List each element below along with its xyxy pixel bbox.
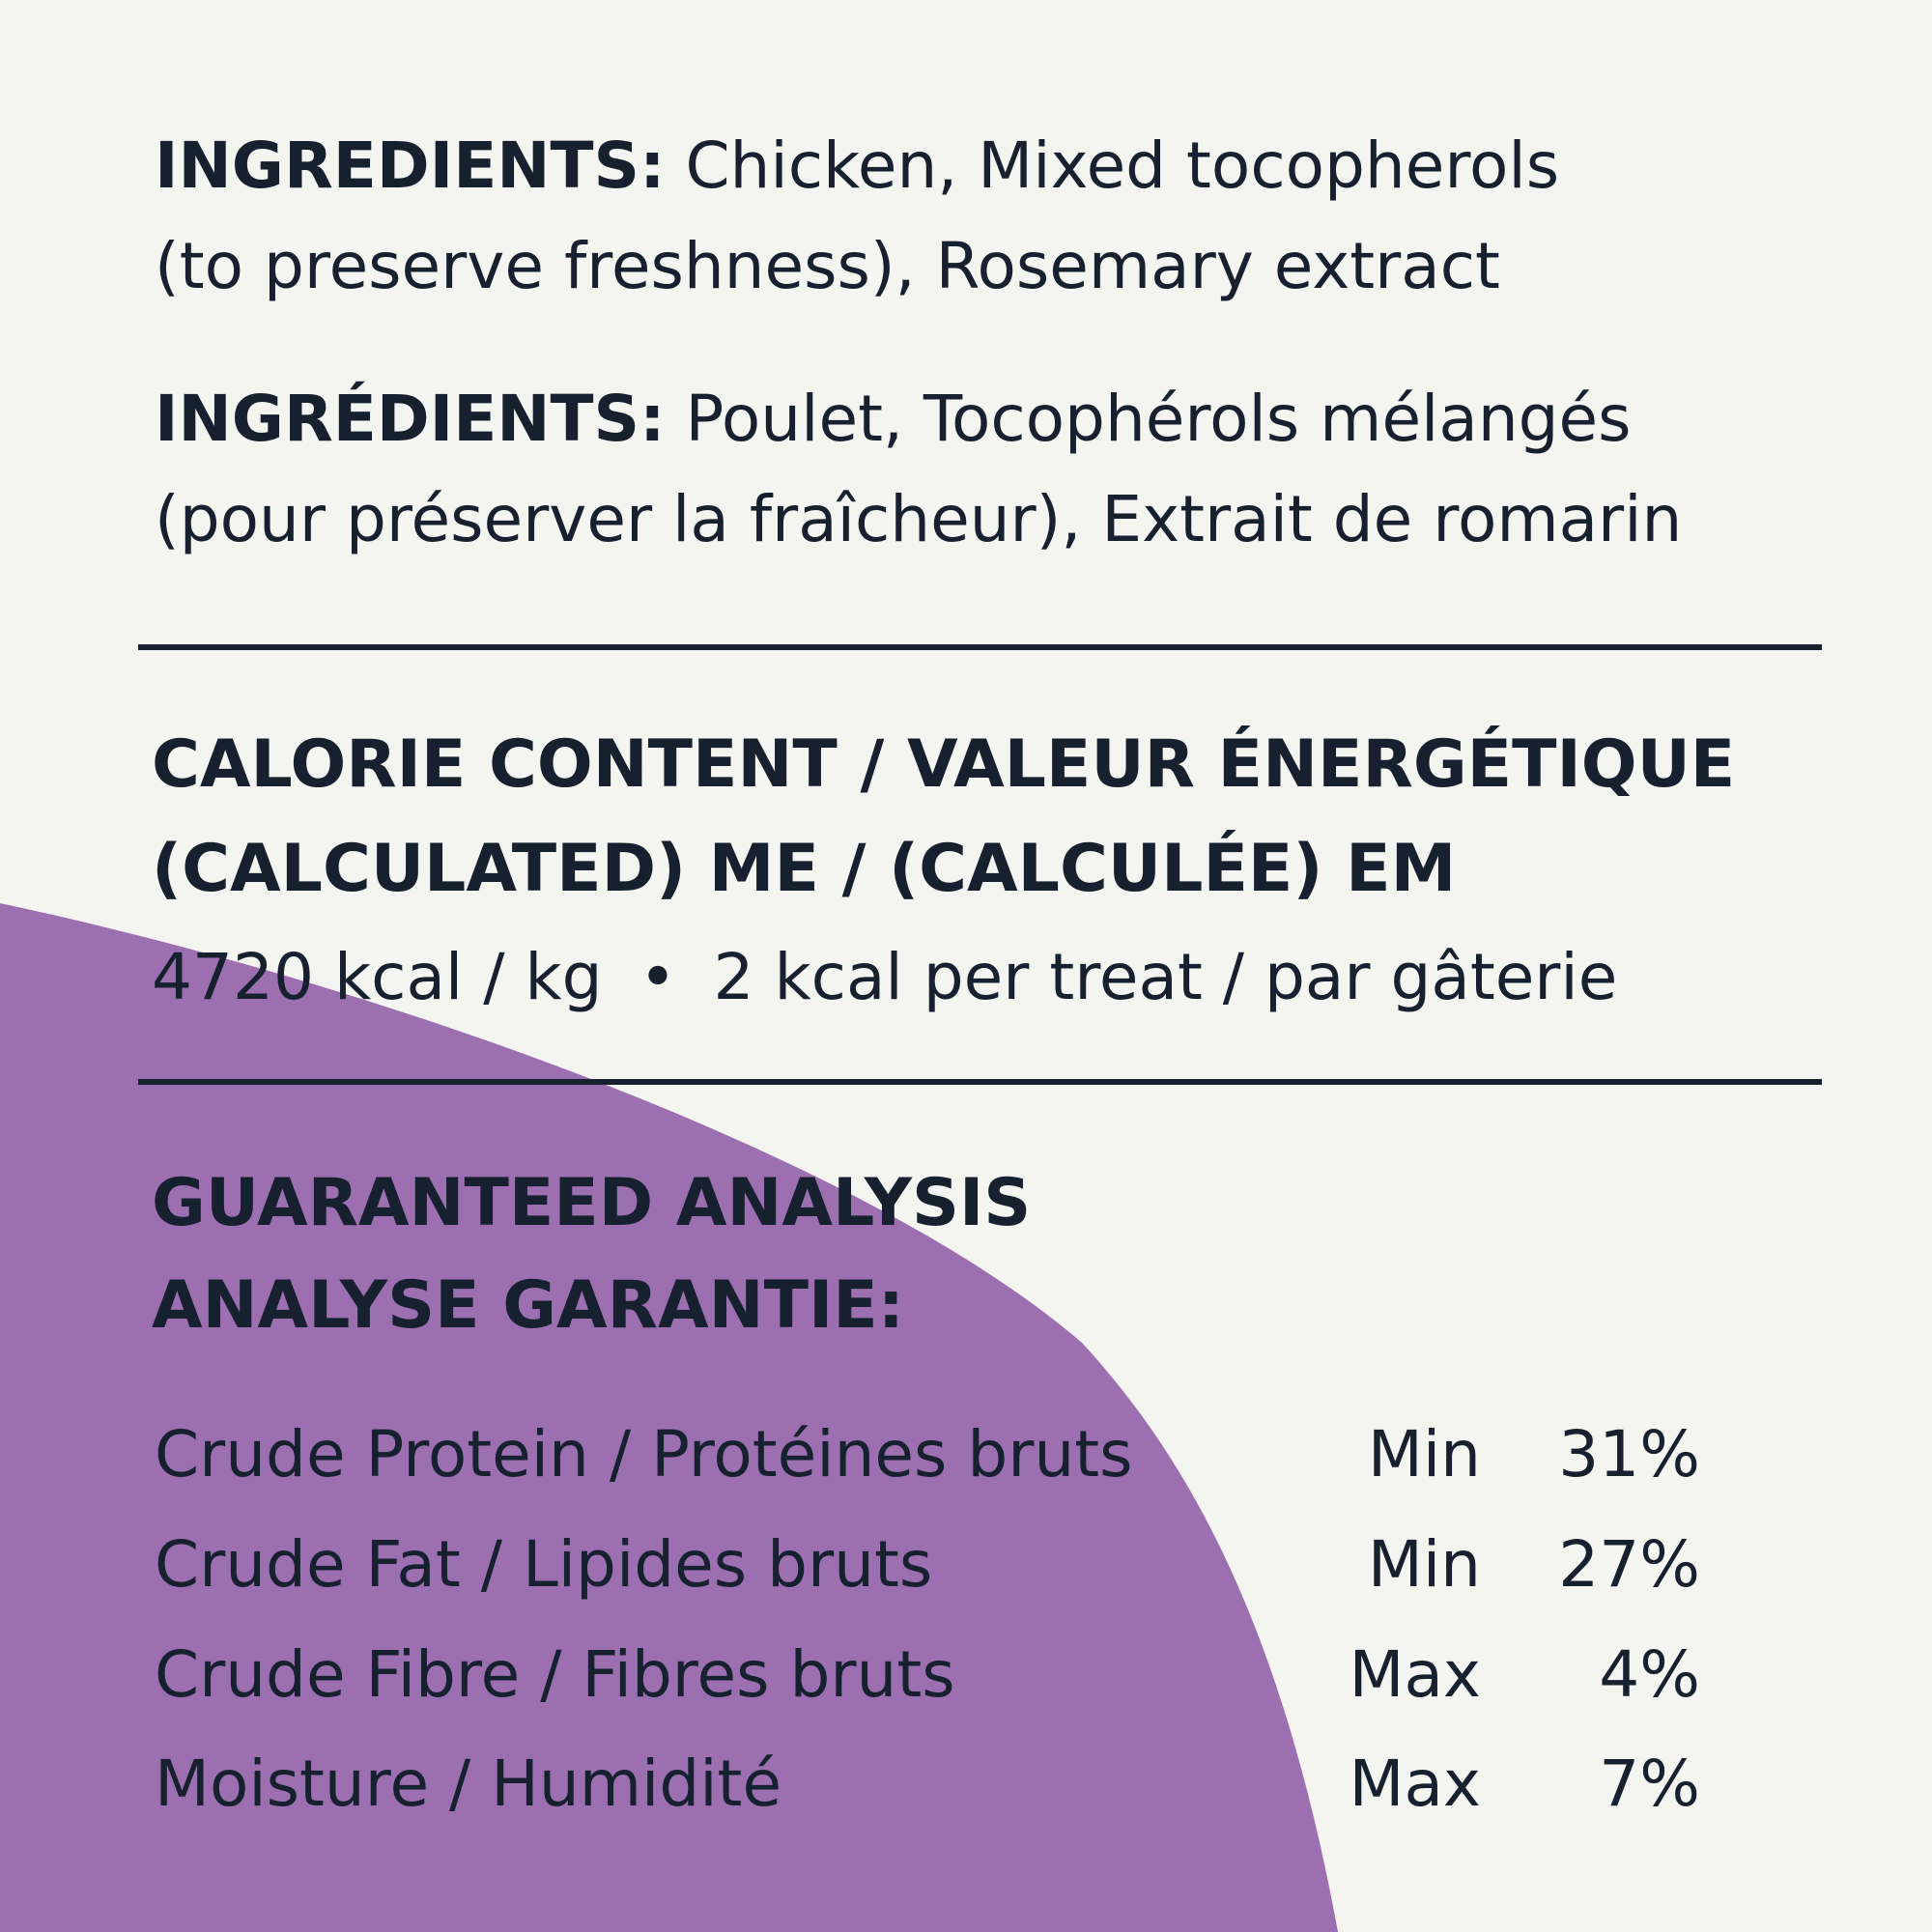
nutrient-name: Crude Fibre / Fibres bruts bbox=[155, 1637, 955, 1712]
analysis-row bbox=[155, 1730, 1700, 1838]
ingredients-english bbox=[155, 116, 1893, 317]
calorie-heading-line1: CALORIE CONTENT / VALEUR ÉNERGÉTIQUE bbox=[152, 726, 1736, 803]
nutrient-percent: 27% bbox=[1558, 1527, 1700, 1602]
ingredients-french-text1: Poulet, Tocophérols mélangés bbox=[685, 382, 1632, 456]
nutrient-name: Crude Protein / Protéines bruts bbox=[155, 1417, 1133, 1492]
calorie-values bbox=[152, 927, 1617, 1028]
nutrient-percent: 31% bbox=[1558, 1417, 1700, 1492]
nutrient-min-max: Max bbox=[1349, 1637, 1481, 1712]
ingredients-french-line1 bbox=[155, 369, 1893, 469]
nutrient-min-max: Min bbox=[1367, 1417, 1481, 1492]
calorie-per-kg: 4720 kcal / kg bbox=[152, 940, 603, 1014]
divider-bottom bbox=[138, 1079, 1822, 1085]
nutrient-min-max: Min bbox=[1367, 1527, 1481, 1602]
nutrient-name: Crude Fat / Lipides bruts bbox=[155, 1527, 933, 1602]
analysis-row bbox=[155, 1401, 1700, 1509]
bullet-separator: • bbox=[639, 940, 677, 1014]
calorie-heading-line2: (CALCULATED) ME / (CALCULÉE) EM bbox=[152, 831, 1457, 907]
analysis-heading-line2: ANALYSE GARANTIE: bbox=[152, 1267, 904, 1344]
analysis-heading-line1: GUARANTEED ANALYSIS bbox=[152, 1165, 1032, 1241]
analysis-row bbox=[155, 1621, 1700, 1729]
ingredients-french-text2: (pour préserver la fraîcheur), Extrait de romarin bbox=[155, 482, 1683, 556]
ingredients-english-text2: (to preserve freshness), Rosemary extract bbox=[155, 229, 1500, 303]
ingredients-french bbox=[155, 369, 1893, 570]
nutrient-name: Moisture / Humidité bbox=[155, 1747, 782, 1821]
ingredients-english-text1: Chicken, Mixed tocopherols bbox=[685, 128, 1560, 203]
nutrient-min-max: Max bbox=[1349, 1747, 1481, 1821]
ingredients-english-label: INGREDIENTS: bbox=[155, 128, 666, 203]
divider-top bbox=[138, 644, 1822, 650]
analysis-row bbox=[155, 1511, 1700, 1619]
ingredients-english-line1 bbox=[155, 116, 1893, 216]
ingredients-french-label: INGRÉDIENTS: bbox=[155, 382, 666, 456]
calorie-per-treat: 2 kcal per treat / par gâterie bbox=[713, 940, 1618, 1014]
nutrient-percent: 7% bbox=[1599, 1747, 1700, 1821]
nutrient-percent: 4% bbox=[1599, 1637, 1700, 1712]
